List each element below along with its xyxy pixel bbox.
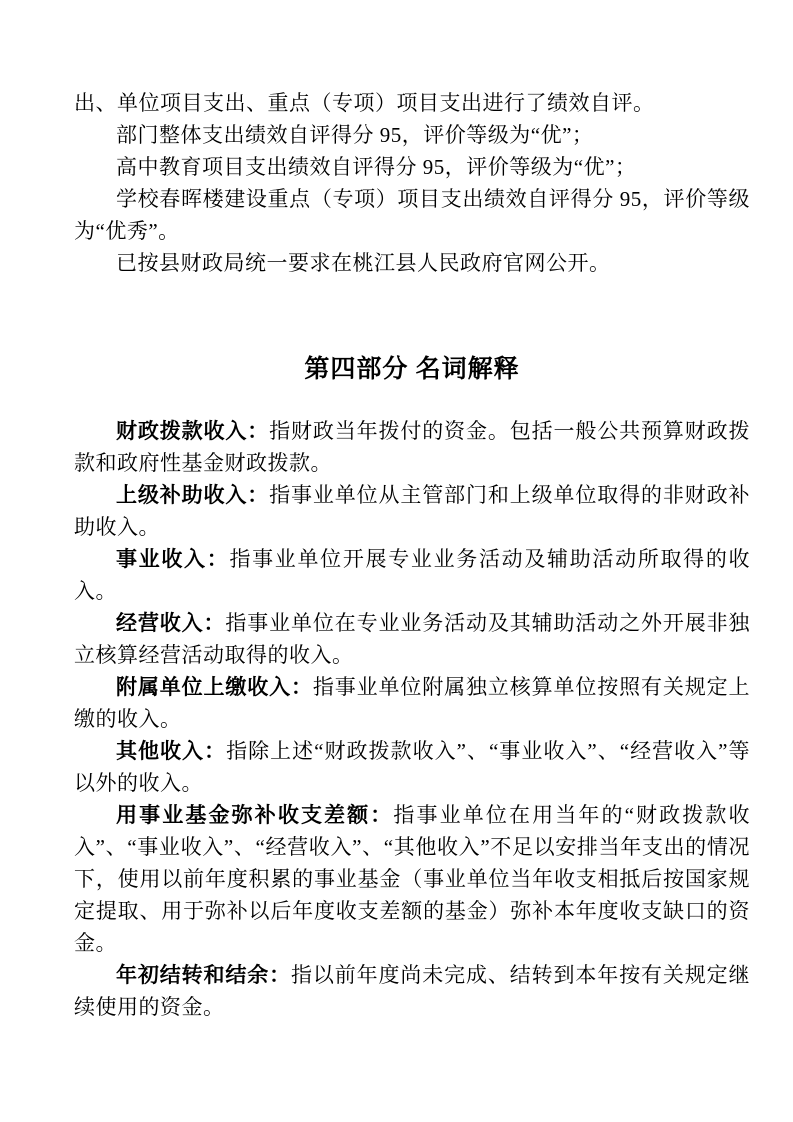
definition-term: 附属单位上缴收入：	[116, 675, 313, 699]
definition-term: 财政拨款收入：	[116, 419, 270, 443]
definition-text: 指事业单位开展专业业务活动及辅助活动所取得的收入。	[74, 547, 751, 603]
definition-item	[74, 543, 750, 607]
intro-continuation-line: 出、单位项目支出、重点（专项）项目支出进行了绩效自评。	[74, 91, 655, 115]
definition-item	[74, 671, 750, 735]
definition-item	[74, 607, 750, 671]
definition-term: 用事业基金弥补收支差额：	[116, 803, 394, 827]
definition-item	[74, 735, 750, 799]
definition-text: 指事业单位附属独立核算单位按照有关规定上缴的收入。	[74, 675, 750, 731]
definition-term: 年初结转和结余：	[116, 963, 291, 987]
definition-text: 指以前年度尚未完成、结转到本年按有关规定继续使用的资金。	[74, 963, 750, 1019]
definition-term: 上级补助收入：	[116, 483, 270, 507]
definition-item	[74, 479, 750, 543]
definition-text: 指财政当年拨付的资金。包括一般公共预算财政拨款和政府性基金财政拨款。	[74, 419, 750, 475]
definition-item	[74, 799, 750, 959]
intro-section	[74, 87, 750, 279]
definition-text: 指除上述“财政拨款收入”、“事业收入”、“经营收入”等以外的收入。	[74, 739, 750, 795]
definition-text: 指事业单位在用当年的“财政拨款收入”、“事业收入”、“经营收入”、“其他收入”不足以安排当年支出的情况下，使用以前年度积累的事业基金（事业单位当年收支相抵后按国家规定提取、用于弥补以后年度收支差额的基金）弥补本年度收支缺口的资金。	[74, 803, 751, 955]
definitions-section	[74, 415, 750, 1023]
definition-text: 指事业单位在专业业务活动及其辅助活动之外开展非独立核算经营活动取得的收入。	[74, 611, 750, 667]
definition-text: 指事业单位从主管部门和上级单位取得的非财政补助收入。	[74, 483, 750, 539]
definition-term: 事业收入：	[116, 547, 230, 571]
definition-term: 其他收入：	[116, 739, 227, 763]
intro-paragraph-dept-score: 部门整体支出绩效自评得分 95，评价等级为“优”；	[116, 123, 594, 147]
definition-item	[74, 959, 750, 1023]
intro-paragraph-publication: 已按县财政局统一要求在桃江县人民政府官网公开。	[116, 251, 611, 275]
intro-paragraph-building-score: 学校春晖楼建设重点（专项）项目支出绩效自评得分 95，评价等级为“优秀”。	[74, 187, 750, 243]
section-heading: 第四部分 名词解释	[304, 356, 520, 383]
intro-paragraph-highschool-score: 高中教育项目支出绩效自评得分 95，评价等级为“优”；	[116, 155, 637, 179]
definition-term: 经营收入：	[116, 611, 226, 635]
definition-item	[74, 415, 750, 479]
